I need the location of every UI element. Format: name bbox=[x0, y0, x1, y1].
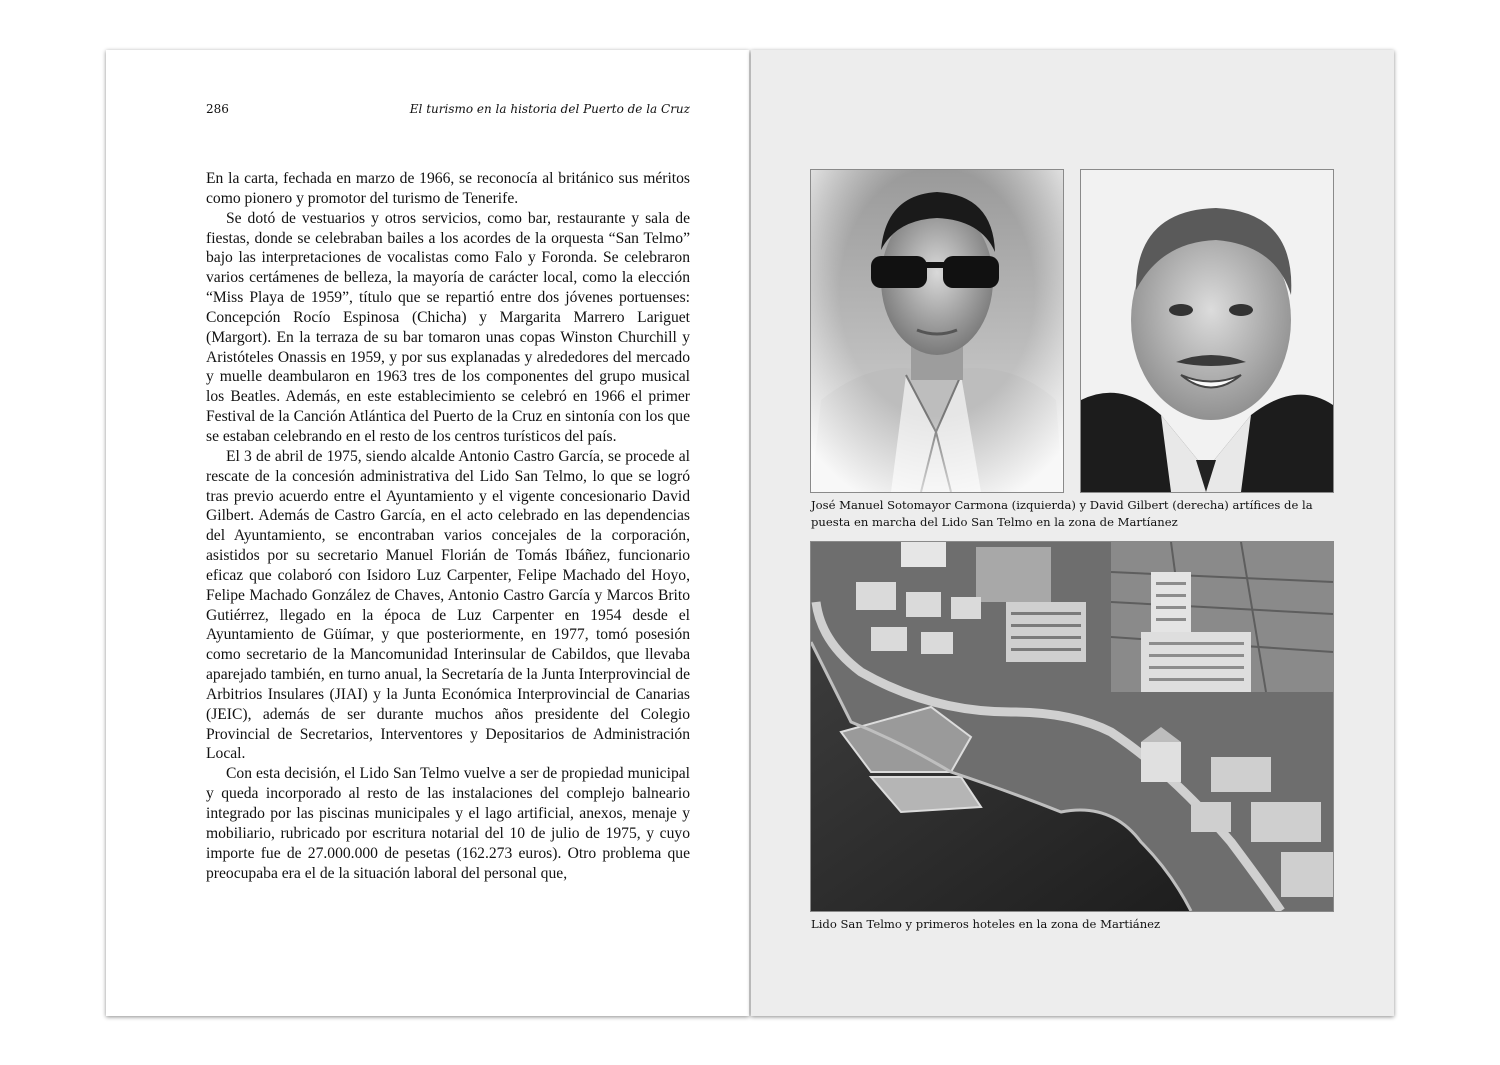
paragraph-4: Con esta decisión, el Lido San Telmo vuelve a ser de propiedad municipal y queda incorporado al resto de las instalaciones del complejo balneario integrado por las piscinas municipales y el lago artificial, anexos, menaje y mobiliario, rubricado por escritura notarial del 10 de julio de 1975, y cuyo importe fue de 27.000.000 de pesetas (162.273 euros). Otro problema que preocupaba era el de la situación laboral del personal que, bbox=[206, 765, 690, 882]
aerial-lido-photo bbox=[810, 541, 1334, 912]
caption-aerial: Lido San Telmo y primeros hoteles en la zona de Martiánez bbox=[811, 917, 1161, 931]
portrait-gilbert-image bbox=[1081, 170, 1333, 492]
right-page bbox=[751, 50, 1394, 1016]
body-text bbox=[206, 169, 690, 883]
running-title: El turismo en la historia del Puerto de la Cruz bbox=[409, 102, 690, 116]
left-page bbox=[106, 50, 749, 1016]
page-number: 286 bbox=[206, 102, 229, 116]
portrait-sotomayor-image bbox=[811, 170, 1063, 492]
portrait-sotomayor-photo bbox=[810, 169, 1064, 493]
paragraph-2: Se dotó de vestuarios y otros servicios, como bar, restaurante y sala de fiestas, donde se celebraban bailes a los acordes de la orquesta “San Telmo” bajo las interpretaciones de vocalistas como Falo y Foronda. Se celebraron varios certámenes de belleza, la mayoría de carácter local, como la elección “Miss Playa de 1959”, título que se repartió entre dos jóvenes portuenses: Concepción Rocío Espinosa (Chicha) y Margarita Marrero Lariguet (Margort). En la terraza de su bar tomaron unas copas Winston Churchill y Aristóteles Onassis en 1959, y por sus explanadas y alrededores del mercado y muelle deambularon en 1963 tres de los componentes del grupo musical los Beatles. Además, en este establecimiento se celebró en 1966 el primer Festival de la Canción Atlántica del Puerto de la Cruz en sintonía con los que se estaban celebrando en el resto de los centros turísticos del país. bbox=[206, 209, 690, 445]
paragraph-1: En la carta, fechada en marzo de 1966, se reconocía al británico sus méritos como pionero y promotor del turismo de Tenerife. bbox=[206, 170, 690, 207]
aerial-lido-image bbox=[811, 542, 1333, 911]
caption-portraits: José Manuel Sotomayor Carmona (izquierda) y David Gilbert (derecha) artífices de la puesta en marcha del Lido San Telmo en la zona de Martíanez bbox=[811, 498, 1313, 529]
paragraph-3: El 3 de abril de 1975, siendo alcalde Antonio Castro García, se procede al rescate de la concesión administrativa del Lido San Telmo, lo que se logró tras previo acuerdo entre el Ayuntamiento y el vigente concesionario David Gilbert. Además de Castro García, en el acto celebrado en las dependencias del Ayuntamiento, se encontraban varios concejales de la corporación, asistidos por su secretario Manuel Florián de Tomás Ibáñez, funcionario eficaz que colaboró con Isidoro Luz Carpenter, Felipe Machado del Hoyo, Felipe Machado González de Chaves, Antonio Castro García y Marcos Brito Gutiérrez, llegado en la época de Luz Carpenter en 1954 desde el Ayuntamiento de Güímar, y que posteriormente, en 1977, tomó posesión como secretario de la Mancomunidad Interinsular de Cabildos, que llevaba aparejado también, en turno anual, la Secretaría de la Junta Interprovincial de Arbitrios Insulares (JIAI) y la Junta Económica Interprovincial de Canarias (JEIC), además de ser durante muchos años presidente del Colegio Provincial de Secretarios, Interventores y Depositarios de Administración Local. bbox=[206, 447, 690, 763]
portrait-gilbert-photo bbox=[1080, 169, 1334, 493]
